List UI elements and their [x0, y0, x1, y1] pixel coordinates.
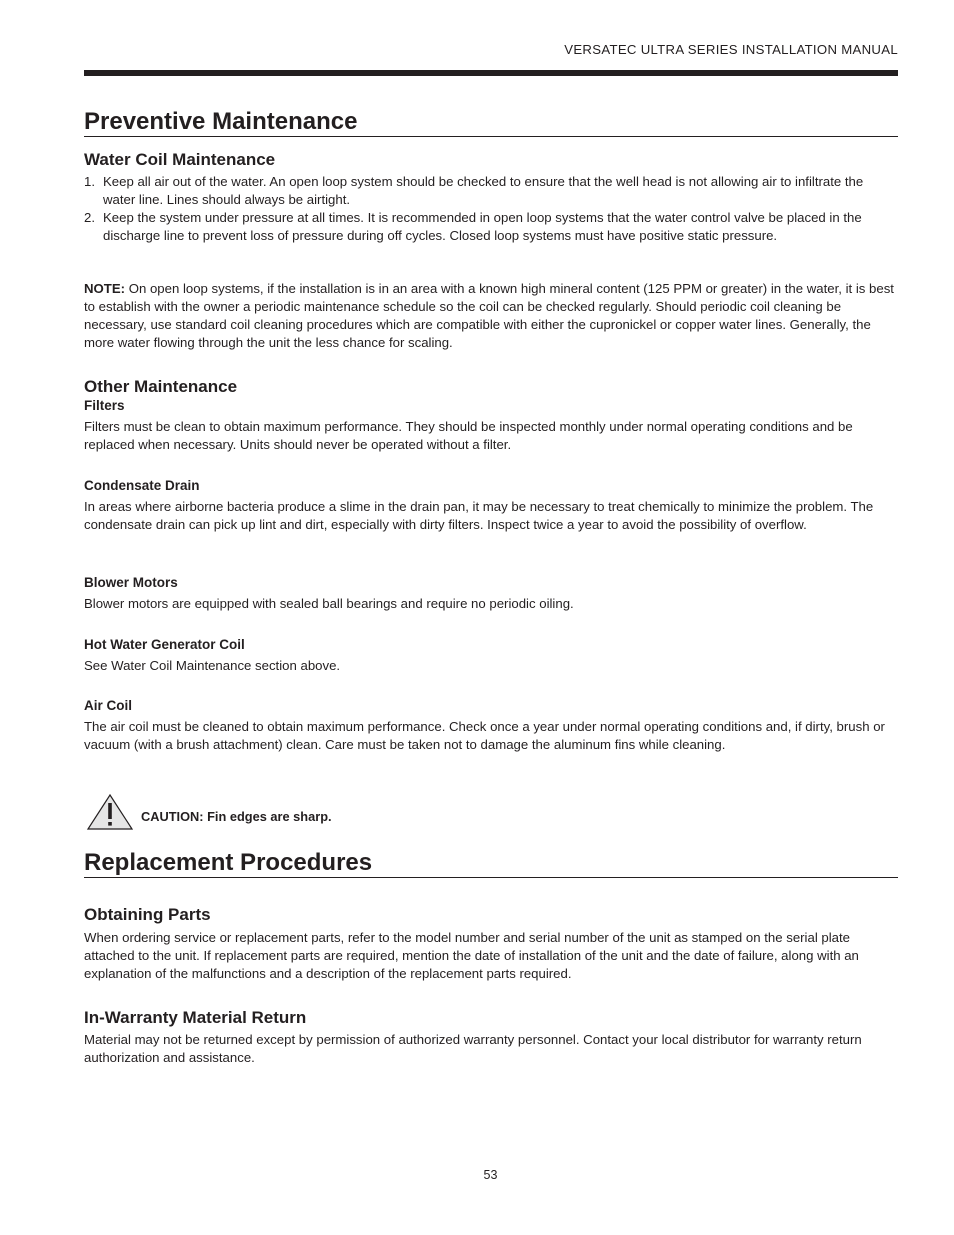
- replacement-section: [84, 849, 898, 878]
- list-item: [84, 209, 898, 245]
- heading-obtaining-parts: Obtaining Parts: [84, 905, 211, 924]
- manual-title: VERSATEC ULTRA SERIES INSTALLATION MANUAL: [564, 42, 898, 57]
- air-coil-block: [84, 697, 898, 754]
- note-paragraph: [84, 280, 898, 352]
- preventive-section: [84, 108, 898, 137]
- blower-block: [84, 574, 898, 613]
- heading-hot-water-generator-coil: Hot Water Generator Coil: [84, 637, 245, 652]
- heading-air-coil: Air Coil: [84, 698, 133, 713]
- hwg-paragraph: See Water Coil Maintenance section above.: [84, 658, 341, 673]
- note-block: [84, 280, 898, 352]
- water-coil-steps: [84, 173, 898, 245]
- page-number: 53: [483, 1168, 498, 1182]
- list-item: [84, 173, 898, 209]
- condensate-paragraph: In areas where airborne bacteria produce a slime in the drain pan, it may be necessary to treat chemically to minimize the problem. The condensate drain can pick up lint and dirt, especially with dirty filters. Inspect twice a year to avoid the possibility of overflow.: [84, 499, 874, 532]
- obtaining-parts-paragraph: When ordering service or replacement parts, refer to the model number and serial number of the unit as stamped on the serial plate attached to the unit. If replacement parts are required, mention the date of installation of the unit and the date of failure, along with an explanation of the malfunctions and a description of the replacement parts required.: [84, 930, 859, 981]
- list-item-text: Keep all air out of the water. An open loop system should be checked to ensure that the well head is not allowing air to infiltrate the water line. Lines should always be airtight.: [103, 174, 864, 207]
- water-coil-block: [84, 150, 898, 245]
- heading-water-coil-maintenance: Water Coil Maintenance: [84, 150, 276, 169]
- heading-condensate-drain: Condensate Drain: [84, 478, 200, 493]
- hwg-block: [84, 636, 898, 675]
- note-label: NOTE:: [84, 281, 126, 296]
- obtaining-parts-block: [84, 905, 898, 983]
- heading-other-maintenance: Other Maintenance: [84, 377, 238, 396]
- header-rule: [84, 70, 898, 76]
- condensate-block: [84, 477, 898, 534]
- list-item-number: 2.: [84, 210, 95, 225]
- other-maintenance-block: [84, 377, 898, 454]
- filters-paragraph: Filters must be clean to obtain maximum performance. They should be inspected monthly under normal operating conditions and be replaced when necessary. Units should never be operated without a filter.: [84, 419, 853, 452]
- heading-blower-motors: Blower Motors: [84, 575, 178, 590]
- warranty-paragraph: Material may not be returned except by permission of authorized warranty personnel. Contact your local distributor for warranty return authorization and assistance.: [84, 1032, 862, 1065]
- caution-callout: [84, 793, 684, 833]
- note-text: On open loop systems, if the installation is in an area with a known high mineral content (125 PPM or greater) in the water, it is best to establish with the owner a periodic maintenance schedule so the coil can be checked regularly. Should periodic coil cleaning be necessary, use standard coil cleaning procedures which are compatible with either the cupronickel or copper water lines. Generally, the more water flowing through the unit the less chance for scaling.: [84, 281, 894, 350]
- list-item-text: Keep the system under pressure at all times. It is recommended in open loop systems that the water control valve be placed in the discharge line to prevent loss of pressure during off cycles. Closed loop systems must have positive static pressure.: [103, 210, 862, 243]
- section-title-replacement-procedures: Replacement Procedures: [84, 849, 898, 878]
- caution-text: CAUTION: Fin edges are sharp.: [141, 809, 332, 824]
- heading-filters: Filters: [84, 398, 125, 413]
- heading-in-warranty-material-return: In-Warranty Material Return: [84, 1008, 307, 1027]
- warranty-block: [84, 1008, 898, 1067]
- section-title-preventive-maintenance: Preventive Maintenance: [84, 108, 898, 137]
- list-item-number: 1.: [84, 174, 95, 189]
- air-coil-paragraph: The air coil must be cleaned to obtain maximum performance. Check once a year under normal operating conditions and, if dirty, brush or vacuum (with a brush attachment) clean. Care must be taken not to damage the aluminum fins while cleaning.: [84, 719, 885, 752]
- blower-paragraph: Blower motors are equipped with sealed ball bearings and require no periodic oiling.: [84, 596, 574, 611]
